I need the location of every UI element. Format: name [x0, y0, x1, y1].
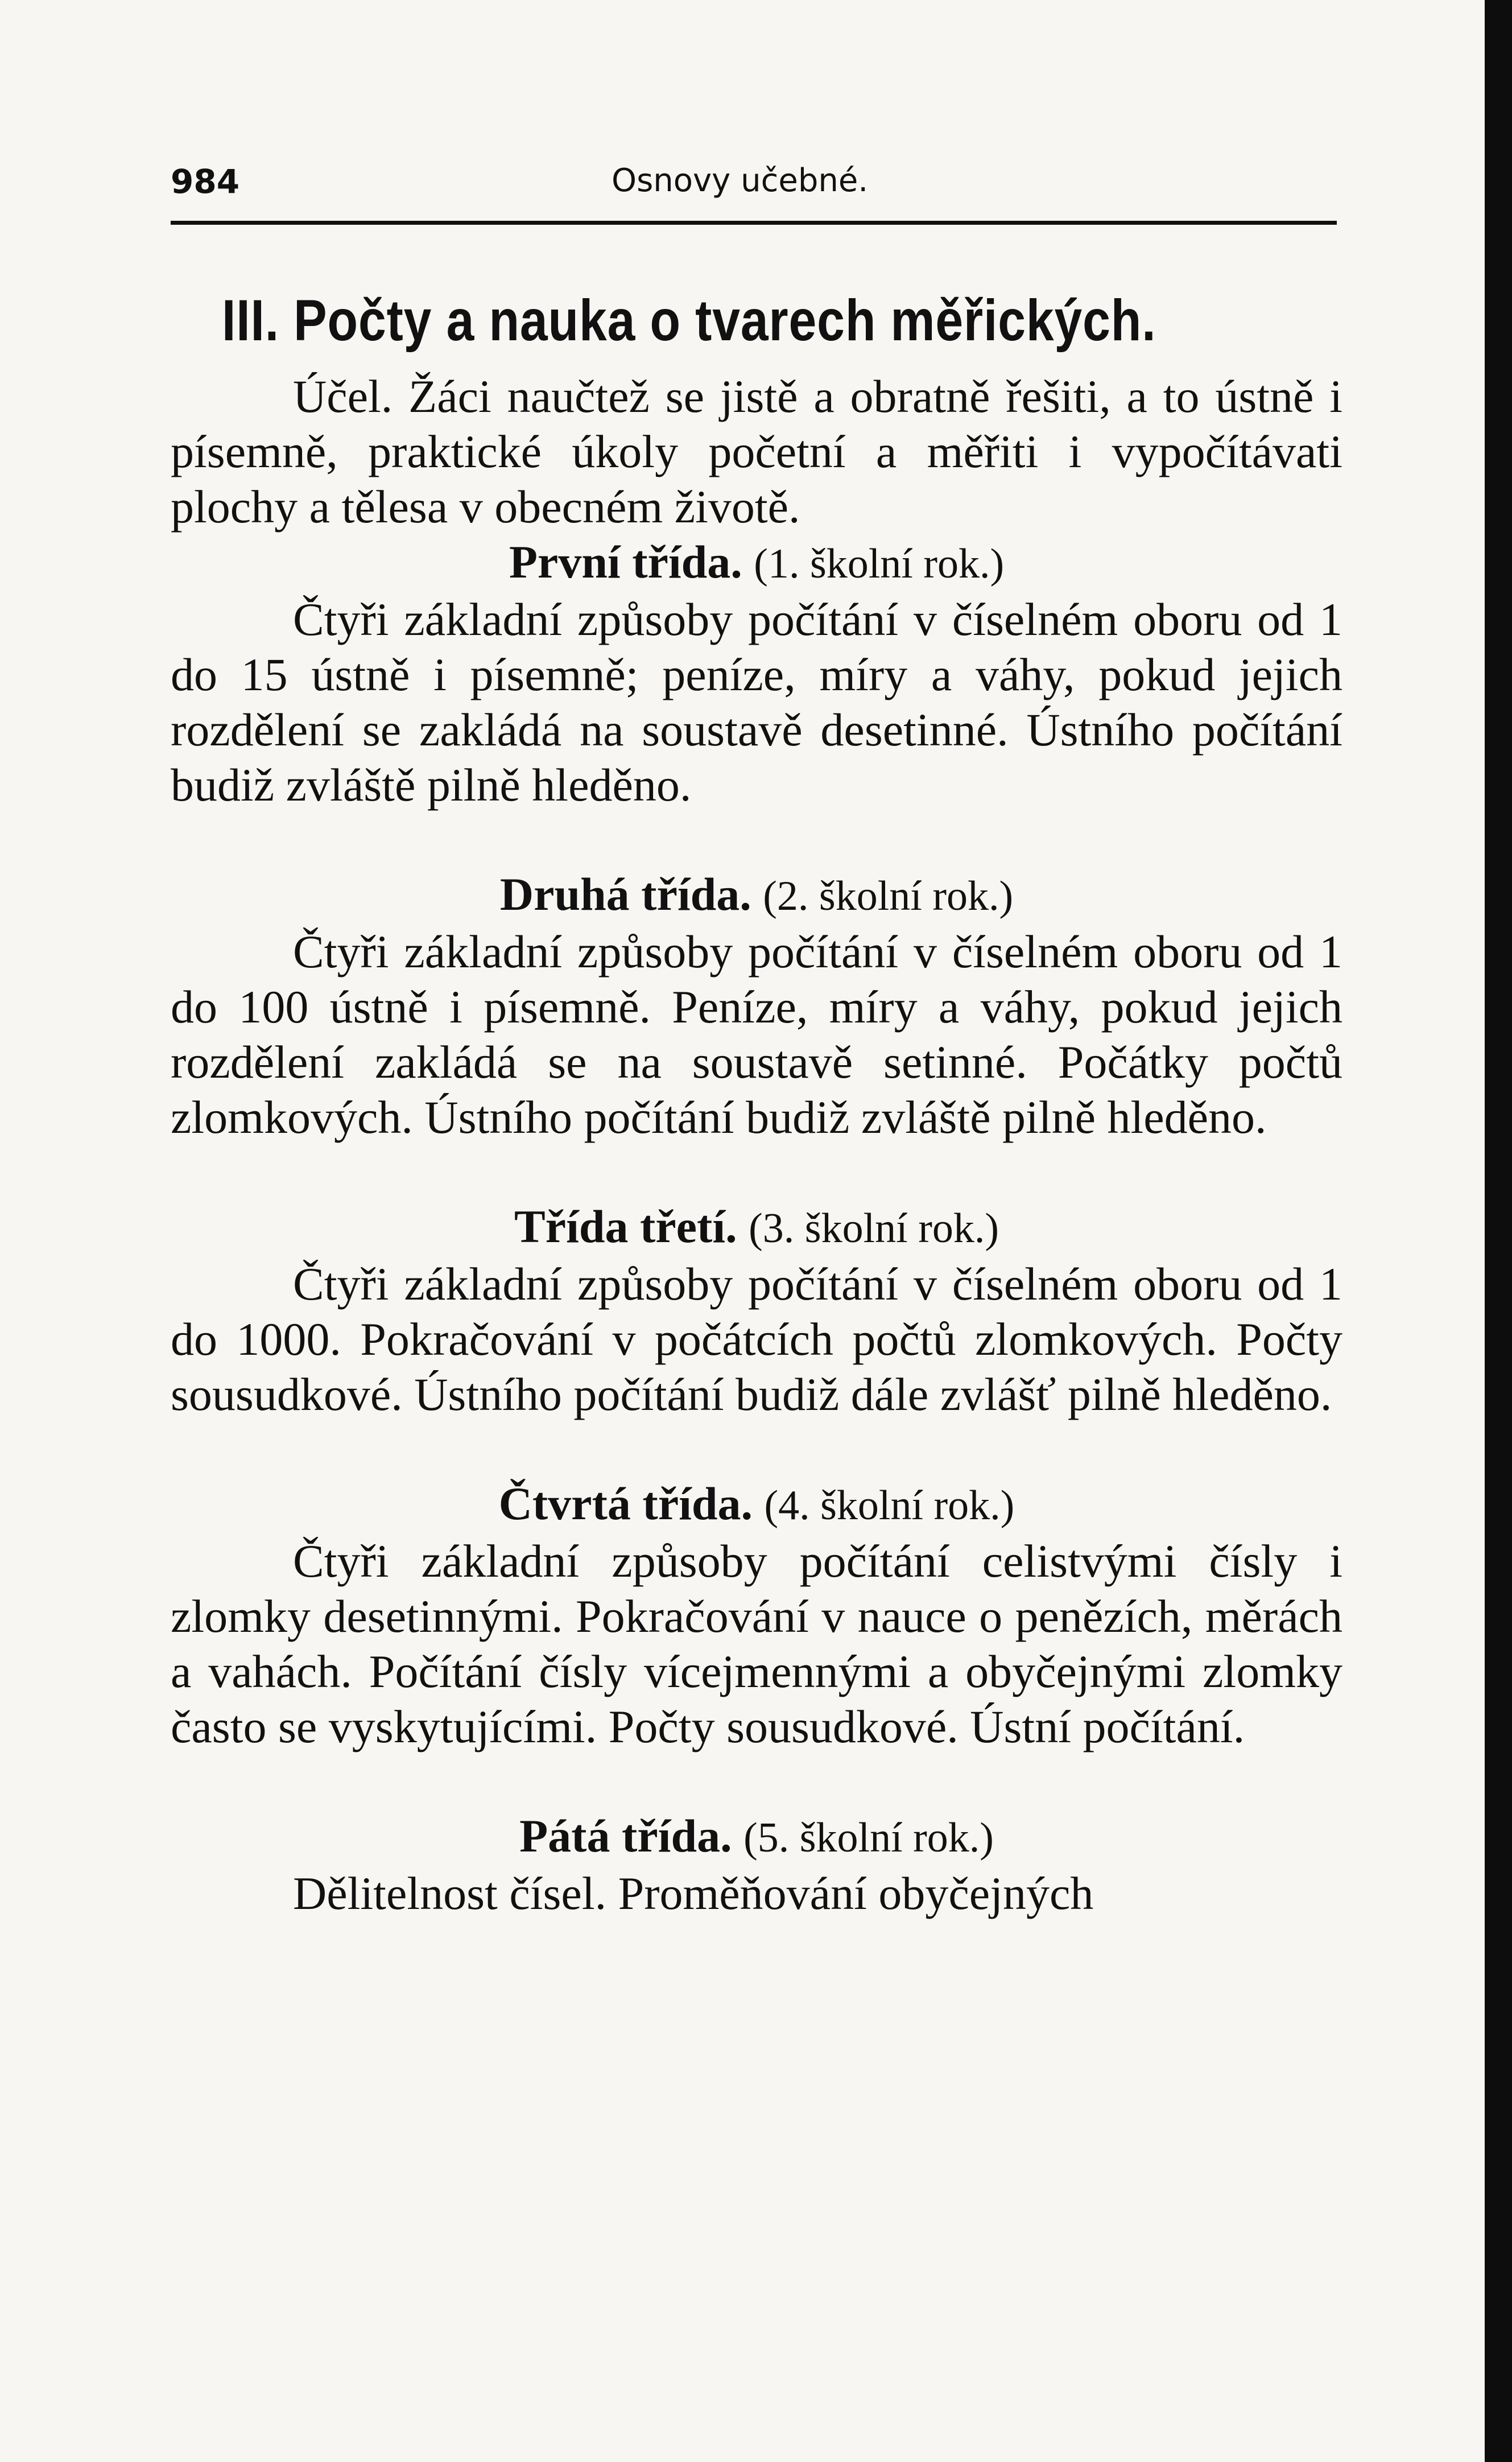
grade-text-2: Čtyři základní způsoby počítání v číselném oboru od 1 do 100 ústně i písemně. Peníze, míry a váhy, pokud jejich rozdělení zakládá se na soustavě setinné. Počátky počtů zlomkových. Ústního počítání budiž zvláště pilně hleděno.: [171, 926, 1342, 1143]
grade-heading-1: [171, 534, 1342, 592]
section-heading: III. Počty a nauka o tvarech měřických.: [222, 288, 1156, 353]
grade-heading-3: [171, 1199, 1342, 1256]
grade-name: První třída.: [509, 536, 742, 588]
grade-heading-5: [171, 1808, 1342, 1866]
grade-name: Pátá třída.: [519, 1810, 732, 1862]
grade-heading-2: [171, 867, 1342, 924]
spacer: [171, 1754, 1342, 1808]
grade-year: (1. školní rok.): [754, 541, 1005, 587]
grade-year: (4. školní rok.): [764, 1482, 1015, 1529]
grade-heading-4: [171, 1476, 1342, 1533]
header-rule: [171, 221, 1337, 225]
spacer: [171, 1145, 1342, 1199]
running-title: Osnovy učebné.: [612, 162, 869, 199]
page-body: [171, 369, 1342, 1921]
grade-text-5: Dělitelnost čísel. Proměňování obyčejných: [293, 1867, 1094, 1919]
purpose-paragraph: Účel. Žáci naučtež se jistě a obratně řešiti, a to ústně i písemně, praktické úkoly početní a měřiti i vypočítávati plochy a tělesa v obecném životě.: [171, 370, 1342, 533]
grade-name: Třída třetí.: [514, 1201, 737, 1252]
grade-year: (3. školní rok.): [749, 1205, 999, 1252]
page-edge-shadow: [1485, 0, 1512, 2462]
grade-name: Druhá třída.: [499, 868, 751, 920]
grade-year: (5. školní rok.): [743, 1814, 994, 1861]
page-number: 984: [171, 162, 240, 201]
grade-text-3: Čtyři základní způsoby počítání v číselném oboru od 1 do 1000. Pokračování v počátcích počtů zlomkových. Počty sousudkové. Ústního počítání budiž dále zvlášť pilně hleděno.: [171, 1258, 1342, 1420]
spacer: [171, 1422, 1342, 1476]
grade-text-4: Čtyři základní způsoby počítání celistvými čísly i zlomky desetinnými. Pokračování v nauce o penězích, měrách a vahách. Počítání čísly vícejmennými a obyčejnými zlomky často se vyskytujícími. Počty sousudkové. Ústní počítání.: [171, 1535, 1342, 1752]
grade-text-1: Čtyři základní způsoby počítání v číselném oboru od 1 do 15 ústně i písemně; peníze, míry a váhy, pokud jejich rozdělení se zakládá na soustavě desetinné. Ústního počítání budiž zvláště pilně hleděno.: [171, 593, 1342, 811]
spacer: [171, 813, 1342, 867]
page-header: [171, 162, 1334, 208]
grade-name: Čtvrtá třída.: [498, 1478, 753, 1529]
grade-year: (2. školní rok.): [763, 873, 1014, 919]
